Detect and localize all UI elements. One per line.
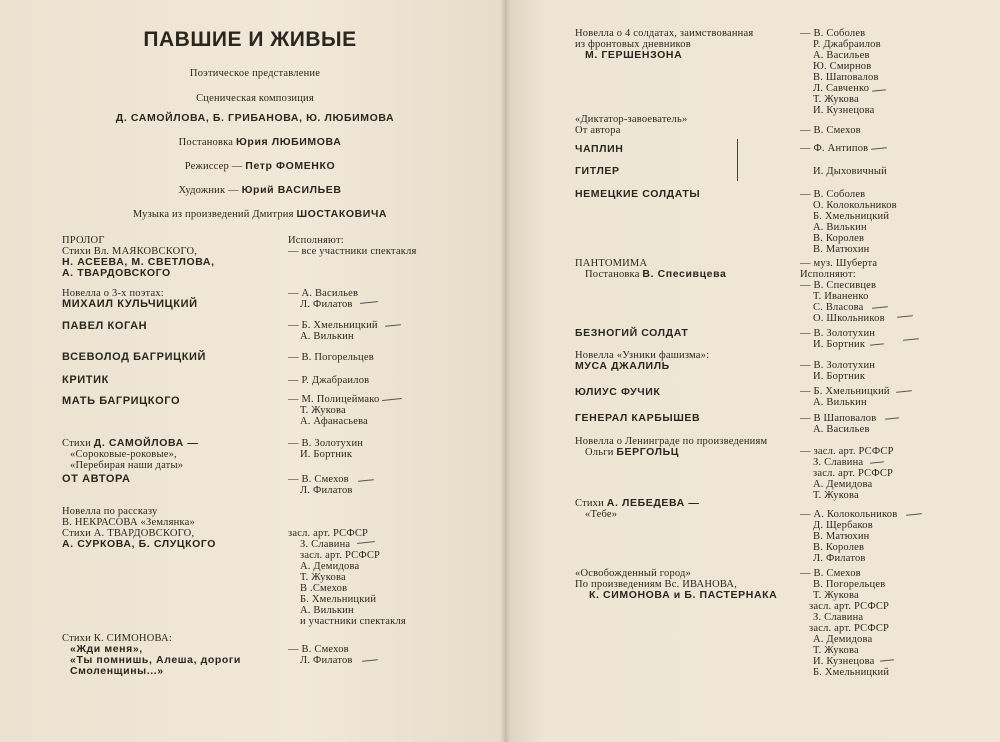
- cast-name: О. Колокольников: [813, 200, 897, 211]
- cast-name: Т. Жукова: [813, 490, 859, 501]
- samoilov-name: Д. САМОЙЛОВА —: [93, 437, 199, 449]
- cast-name: Т. Жукова: [300, 405, 346, 416]
- cast-name: — В. Золотухин: [288, 438, 364, 449]
- cast-leningrad: [800, 446, 894, 501]
- cast-jalil: [800, 360, 875, 382]
- cast-name: В. Матюхин: [813, 244, 870, 255]
- prologue-line: Стихи Вл. МАЯКОВСКОГО,: [62, 246, 198, 257]
- cast-name: И. Бортник: [300, 449, 353, 460]
- cast-name: — В. Смехов: [800, 568, 861, 579]
- cast-name: — Б. Хмельницкий: [288, 320, 378, 331]
- cast-lebedev: [800, 509, 897, 564]
- prologue-block: [62, 235, 215, 279]
- cast-fucik: [800, 386, 890, 408]
- cast-soldiers4: [800, 28, 881, 116]
- simonov-block: [62, 633, 241, 677]
- prologue-cast: [288, 235, 417, 257]
- cast-name: — В. Спесивцев: [800, 280, 877, 291]
- cast-name: Исполняют:: [800, 269, 856, 280]
- nekrasov-line: В. НЕКРАСОВА «Землянка»: [62, 517, 195, 528]
- cast-name: Т. Жукова: [813, 645, 859, 656]
- liberated-line: По произведениям Вс. ИВАНОВА,: [575, 579, 738, 590]
- role-critic: КРИТИК: [62, 374, 109, 386]
- cast-name: И. Бортник: [813, 339, 866, 350]
- cast-name: Л. Филатов: [300, 655, 353, 666]
- lebedev-poem: «Тебе»: [585, 509, 618, 520]
- program-subtitle: Поэтическое представление: [189, 68, 321, 79]
- leningrad-label: Ольги: [585, 447, 614, 458]
- cast-name: Т. Иваненко: [813, 291, 869, 302]
- director-line: [100, 161, 420, 172]
- cast-name: — В. Золотухин: [800, 360, 876, 371]
- music-name: ШОСТАКОВИЧА: [296, 208, 388, 220]
- role-kogan: ПАВЕЛ КОГАН: [62, 320, 148, 332]
- dictator-line: «Диктатор-завоеватель»: [575, 114, 688, 125]
- pantomime-block: [575, 258, 726, 280]
- poem-title: «Сороковые-роковые»,: [70, 449, 177, 460]
- cast-name: засл. арт. РСФСР: [813, 468, 894, 479]
- staging-name: Юрия ЛЮБИМОВА: [236, 136, 342, 148]
- perf-header: Исполняют:: [288, 235, 344, 246]
- dictator-line: От автора: [575, 125, 621, 136]
- bracket-line: [737, 139, 738, 181]
- novella-3-label: Новелла о 3-х поэтах:: [62, 288, 164, 299]
- role-kulchitsky: МИХАИЛ КУЛЬЧИЦКИЙ: [62, 298, 198, 310]
- role-legless: БЕЗНОГИЙ СОЛДАТ: [575, 327, 689, 339]
- cast-name: Л. Филатов: [813, 553, 866, 564]
- cast-kogan: [288, 320, 378, 342]
- cast-mother: [288, 394, 379, 427]
- role-jalil: МУСА ДЖАЛИЛЬ: [575, 360, 670, 372]
- cast-pantomime: [800, 258, 885, 324]
- role-hitler: ГИТЛЕР: [575, 165, 620, 177]
- designer-name: Юрий ВАСИЛЬЕВ: [241, 184, 342, 196]
- cast-name: В .Смехов: [300, 583, 348, 594]
- cast-name: Б. Хмельницкий: [813, 667, 890, 678]
- cast-name: Л. Филатов: [300, 299, 353, 310]
- cast-name: — М. Полицеймако: [288, 394, 380, 405]
- cast-dictator: — В. Смехов: [800, 125, 861, 136]
- cast-name: А. Вилькин: [813, 397, 867, 408]
- page-fold: [500, 0, 510, 742]
- cast-name: С. Власова: [813, 302, 864, 313]
- cast-name: А. Демидова: [813, 634, 873, 645]
- cast-name: З. Славина: [300, 539, 351, 550]
- cast-name: А. Вилькин: [300, 331, 354, 342]
- lebedev-name: А. ЛЕБЕДЕВА —: [606, 497, 700, 509]
- leningrad-block: [575, 436, 767, 458]
- cast-name: Т. Жукова: [813, 590, 859, 601]
- cast-name: засл. арт. РСФСР: [300, 550, 381, 561]
- liberated-block: [575, 568, 777, 601]
- simonov-line: Смоленщины...»: [70, 665, 164, 677]
- soldiers4-line: М. ГЕРШЕНЗОНА: [585, 49, 683, 61]
- cast-liberated: [800, 568, 889, 678]
- cast-name: засл. арт. РСФСР: [809, 601, 890, 612]
- staging-line: [100, 137, 420, 148]
- cast-name: — все участники спектакля: [288, 246, 417, 257]
- cast-name: — В. Смехов: [288, 644, 349, 655]
- pantomime-label: ПАНТОМИМА: [575, 258, 648, 269]
- cast-name: — В Шаповалов: [800, 413, 877, 424]
- cast-name: Б. Хмельницкий: [813, 211, 890, 222]
- cast-name: В. Шаповалов: [813, 72, 879, 83]
- director-label: Режиссер —: [184, 161, 243, 172]
- cast-name: А. Вилькин: [300, 605, 354, 616]
- simonov-line: «Ты помнишь, Алеша, дороги: [70, 654, 241, 666]
- cast-samoilov: [288, 438, 363, 460]
- lebedev-block: [575, 498, 699, 520]
- leningrad-name: БЕРГОЛЬЦ: [616, 446, 680, 458]
- cast-name: засл. арт. РСФСР: [809, 623, 890, 634]
- cast-name: А. Демидова: [813, 479, 873, 490]
- prologue-line: Н. АСЕЕВА, М. СВЕТЛОВА,: [62, 256, 215, 268]
- cast-name: А. Вилькин: [813, 222, 867, 233]
- cast-kulchitsky: [288, 288, 358, 310]
- nekrasov-line: А. СУРКОВА, Б. СЛУЦКОГО: [62, 538, 217, 550]
- cast-karbyshev: [800, 413, 876, 435]
- cast-name: З. Славина: [813, 457, 864, 468]
- nekrasov-block: [62, 506, 216, 550]
- cast-name: Ю. Смирнов: [813, 61, 872, 72]
- role-fucik: ЮЛИУС ФУЧИК: [575, 386, 661, 398]
- role-bagritsky: ВСЕВОЛОД БАГРИЦКИЙ: [62, 351, 207, 363]
- cast-name: — А. Васильев: [288, 288, 359, 299]
- cast-name: Л. Савченко: [813, 83, 870, 94]
- nekrasov-line: Стихи А. ТВАРДОВСКОГО,: [62, 528, 195, 539]
- captives-label: Новелла «Узники фашизма»:: [575, 350, 710, 361]
- cast-name: — В. Смехов: [288, 474, 349, 485]
- cast-name: и участники спектакля: [300, 616, 406, 627]
- music-line: [80, 209, 440, 220]
- cast-name: — В. Соболев: [800, 28, 866, 39]
- cast-name: А. Демидова: [300, 561, 360, 572]
- soldiers4-line: из фронтовых дневников: [575, 39, 691, 50]
- cast-name: А. Васильев: [813, 50, 870, 61]
- lebedev-label: Стихи: [575, 498, 604, 509]
- cast-name: В. Матюхин: [813, 531, 870, 542]
- cast-name: Т. Жукова: [813, 94, 859, 105]
- cast-name: — засл. арт. РСФСР: [800, 446, 894, 457]
- role-author: ОТ АВТОРА: [62, 473, 131, 485]
- cast-hitler: И. Дыховичный: [813, 166, 887, 177]
- cast-nekrasov: [288, 528, 406, 627]
- cast-bagritsky: — В. Погорельцев: [288, 352, 374, 363]
- cast-name: Д. Щербаков: [813, 520, 873, 531]
- simonov-line: Стихи К. СИМОНОВА:: [62, 633, 172, 644]
- liberated-line: К. СИМОНОВА и Б. ПАСТЕРНАКА: [589, 589, 778, 601]
- simonov-line: «Жди меня»,: [70, 643, 143, 655]
- cast-name: — Б. Хмельницкий: [800, 386, 890, 397]
- cast-name: — В. Золотухин: [800, 328, 876, 339]
- cast-name: О. Школьников: [813, 313, 885, 324]
- cast-name: И. Бортник: [813, 371, 866, 382]
- program-title: ПАВШИЕ И ЖИВЫЕ: [143, 28, 357, 51]
- role-karbyshev: ГЕНЕРАЛ КАРБЫШЕВ: [575, 412, 701, 424]
- pantomime-staging: Постановка: [585, 269, 640, 280]
- nekrasov-line: Новелла по рассказу: [62, 506, 158, 517]
- cast-name: засл. арт. РСФСР: [288, 528, 369, 539]
- music-label: Музыка из произведений Дмитрия: [132, 209, 294, 220]
- cast-name: — В. Соболев: [800, 189, 866, 200]
- director-name: Петр ФОМЕНКО: [245, 160, 336, 172]
- cast-author: [288, 474, 353, 496]
- cast-chaplin: — Ф. Антипов: [800, 143, 869, 154]
- prologue-line: А. ТВАРДОВСКОГО: [62, 267, 171, 279]
- cast-name: — А. Колокольников: [800, 509, 898, 520]
- soldiers4-line: Новелла о 4 солдатах, заимствованная: [575, 28, 754, 39]
- leningrad-line: Новелла о Ленинграде по произведениям: [575, 436, 768, 447]
- staging-label: Постановка: [178, 137, 234, 148]
- cast-name: В. Королев: [813, 542, 865, 553]
- role-chaplin: ЧАПЛИН: [575, 143, 624, 155]
- cast-name: В. Королев: [813, 233, 865, 244]
- cast-name: Б. Хмельницкий: [300, 594, 377, 605]
- samoilov-label: Стихи: [62, 438, 91, 449]
- role-mother: МАТЬ БАГРИЦКОГО: [62, 395, 181, 407]
- cast-name: Л. Филатов: [300, 485, 353, 496]
- prologue-line: ПРОЛОГ: [62, 235, 105, 246]
- cast-name: В. Погорельцев: [813, 579, 886, 590]
- samoilov-block: [62, 438, 198, 471]
- cast-name: Р. Джабраилов: [813, 39, 881, 50]
- composition-authors: Д. САМОЙЛОВА, Б. ГРИБАНОВА, Ю. ЛЮБИМОВА: [115, 112, 395, 124]
- dictator-block: [575, 114, 687, 136]
- soldiers4-block: [575, 28, 753, 61]
- cast-german: [800, 189, 897, 255]
- designer-label: Художник —: [178, 185, 239, 196]
- cast-name: — муз. Шуберта: [800, 258, 878, 269]
- cast-legless: [800, 328, 875, 350]
- cast-name: З. Славина: [813, 612, 864, 623]
- designer-line: [100, 185, 420, 196]
- cast-name: И. Кузнецова: [813, 105, 875, 116]
- poem-title: «Перебирая наши даты»: [70, 460, 184, 471]
- cast-critic: — Р. Джабраилов: [288, 375, 370, 386]
- cast-simonov: [288, 644, 353, 666]
- role-german: НЕМЕЦКИЕ СОЛДАТЫ: [575, 188, 701, 200]
- composition-label: Сценическая композиция: [196, 93, 314, 104]
- cast-name: Т. Жукова: [300, 572, 346, 583]
- cast-name: А. Афанасьева: [300, 416, 368, 427]
- cast-name: А. Васильев: [813, 424, 870, 435]
- liberated-line: «Освобожденный город»: [575, 568, 692, 579]
- cast-name: И. Кузнецова: [813, 656, 875, 667]
- pantomime-staging-name: В. Спесивцева: [642, 268, 727, 280]
